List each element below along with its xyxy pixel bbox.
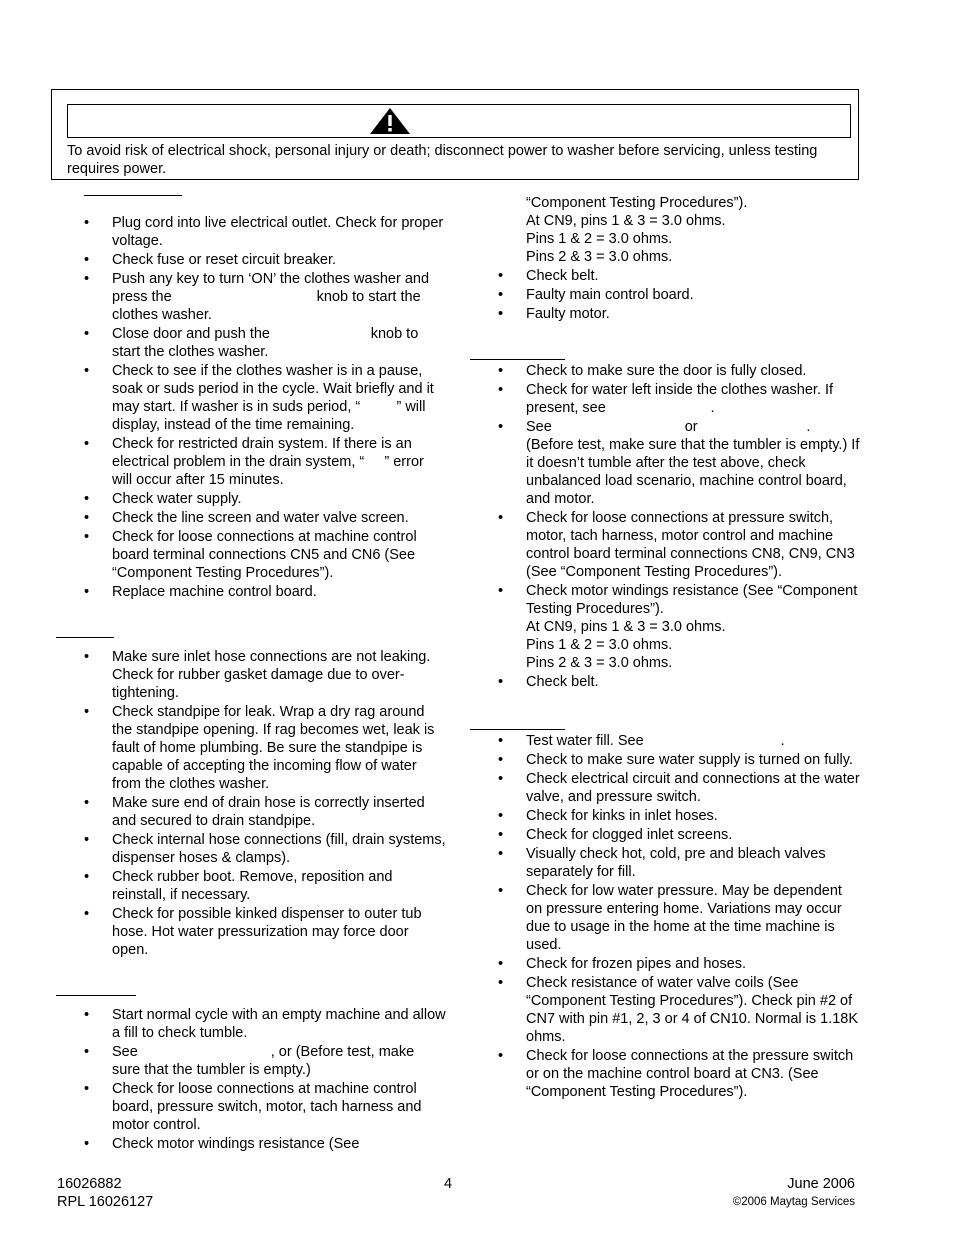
list-item: • Check motor windings resistance (See — [84, 1135, 446, 1153]
list-item: • Check for frozen pipes and hoses. — [498, 955, 860, 973]
list-item: • Check electrical circuit and connections at the water valve, and pressure switch. — [498, 770, 860, 806]
continued-list — [498, 267, 860, 323]
continued-text: Pins 1 & 2 = 3.0 ohms. — [526, 231, 673, 247]
list-item: • Close door and push the knob to start the clothes washer. — [84, 325, 446, 361]
list-item: • Check motor windings resistance (See “Component Testing Procedures”). At CN9, pins 1 & 3 = 3.0 ohms. Pins 1 & 2 = 3.0 ohms. Pins 2 & 3 = 3.0 ohms. — [498, 582, 860, 672]
list-item: • Test water fill. See . — [498, 732, 860, 750]
section-heading-underline — [84, 195, 182, 196]
section-heading-underline — [56, 995, 136, 996]
continued-text: Pins 2 & 3 = 3.0 ohms. — [526, 249, 673, 265]
list-item: • Make sure end of drain hose is correctly inserted and secured to drain standpipe. — [84, 794, 446, 830]
list-item: • Check to see if the clothes washer is in a pause, soak or suds period in the cycle. Wait briefly and it may start. If washer is in suds period, “ ” will display, instead of the time remaining. — [84, 362, 446, 434]
warning-box — [51, 89, 859, 180]
list-item: • Check for low water pressure. May be dependent on pressure entering home. Variations may occur due to usage in the home at the time machine is used. — [498, 882, 860, 954]
right-column — [498, 194, 864, 1102]
continued-text: At CN9, pins 1 & 3 = 3.0 ohms. — [526, 213, 726, 229]
list-item: • Check fuse or reset circuit breaker. — [84, 251, 446, 269]
list-item: • Check for kinks in inlet hoses. — [498, 807, 860, 825]
list-item: • Check for restricted drain system. If there is an electrical problem in the drain system, “ ” error will occur after 15 minutes. — [84, 435, 446, 489]
footer-copyright: ©2006 Maytag Services — [732, 1196, 855, 1208]
section2-list — [84, 648, 446, 959]
section3-list — [84, 1006, 446, 1153]
warning-text: To avoid risk of electrical shock, personal injury or death; disconnect power to washer before servicing, unless testing requires power. — [67, 143, 818, 177]
list-item: • Check for loose connections at machine control board terminal connections CN5 and CN6 (See “Component Testing Procedures”). — [84, 528, 446, 582]
replaces-number: RPL 16026127 — [57, 1194, 154, 1210]
list-item: • Check rubber boot. Remove, reposition and reinstall, if necessary. — [84, 868, 446, 904]
section1-list — [84, 214, 446, 601]
list-item: • Check to make sure the door is fully closed. — [498, 362, 860, 380]
footer-right — [733, 1175, 855, 1211]
footer-left — [57, 1175, 153, 1211]
list-item: • Check for clogged inlet screens. — [498, 826, 860, 844]
list-item: • Visually check hot, cold, pre and bleach valves separately for fill. — [498, 845, 860, 881]
list-item: • Make sure inlet hose connections are not leaking. Check for rubber gasket damage due to over-tightening. — [84, 648, 446, 702]
list-item: • Faulty motor. — [498, 305, 860, 323]
list-item: • Check for loose connections at pressure switch, motor, tach harness, motor control and machine control board terminal connections CN8, CN9, CN3 (See “Component Testing Procedures”). — [498, 509, 860, 581]
list-item: • Faulty main control board. — [498, 286, 860, 304]
list-item: • Check for loose connections at the pressure switch or on the machine control board at CN3. (See “Component Testing Procedures”). — [498, 1047, 860, 1101]
section4-list — [498, 362, 864, 691]
continued-text: “Component Testing Procedures”). — [526, 195, 748, 211]
list-item: • Replace machine control board. — [84, 583, 446, 601]
list-item: • See , or (Before test, make sure that the tumbler is empty.) — [84, 1043, 446, 1079]
section-heading-underline — [56, 637, 114, 638]
list-item: • Check for water left inside the clothes washer. If present, see . — [498, 381, 860, 417]
list-item: • Check for loose connections at machine control board, pressure switch, motor, tach harness and motor control. — [84, 1080, 446, 1134]
list-item: • Check internal hose connections (fill, drain systems, dispenser hoses & clamps). — [84, 831, 446, 867]
list-item: • Check standpipe for leak. Wrap a dry rag around the standpipe opening. If rag becomes wet, leak is fault of home plumbing. Be sure the standpipe is capable of accepting the incoming flow of water from the clothes washer. — [84, 703, 446, 793]
page-number: 4 — [444, 1176, 453, 1192]
document-number: 16026882 — [57, 1176, 122, 1192]
list-item: • See or . (Before test, make sure that the tumbler is empty.) If it doesn’t tumble after the test above, check unbalanced load scenario, machine control board, and motor. — [498, 418, 860, 508]
footer-date: June 2006 — [787, 1176, 855, 1192]
list-item: • Start normal cycle with an empty machine and allow a fill to check tumble. — [84, 1006, 446, 1042]
left-column — [84, 195, 446, 1154]
list-item: • Check the line screen and water valve screen. — [84, 509, 446, 527]
warning-title-bar — [67, 104, 851, 138]
list-item: • Check resistance of water valve coils (See “Component Testing Procedures”). Check pin #2 of CN7 with pin #1, 2, 3 or 4 of CN10. Normal is 1.18K ohms. — [498, 974, 860, 1046]
list-item: • Plug cord into live electrical outlet. Check for proper voltage. — [84, 214, 446, 250]
warning-triangle-icon — [368, 107, 412, 135]
list-item: • Check for possible kinked dispenser to outer tub hose. Hot water pressurization may force door open. — [84, 905, 446, 959]
section5-list — [498, 732, 860, 1101]
list-item: • Check belt. — [498, 267, 860, 285]
list-item: • Check to make sure water supply is turned on fully. — [498, 751, 860, 769]
list-item: • Push any key to turn ‘ON’ the clothes washer and press the knob to start the clothes washer. — [84, 270, 446, 324]
list-item: • Check belt. — [498, 673, 860, 691]
section-heading-underline — [470, 729, 565, 730]
list-item: • Check water supply. — [84, 490, 446, 508]
section-heading-underline — [470, 359, 565, 360]
